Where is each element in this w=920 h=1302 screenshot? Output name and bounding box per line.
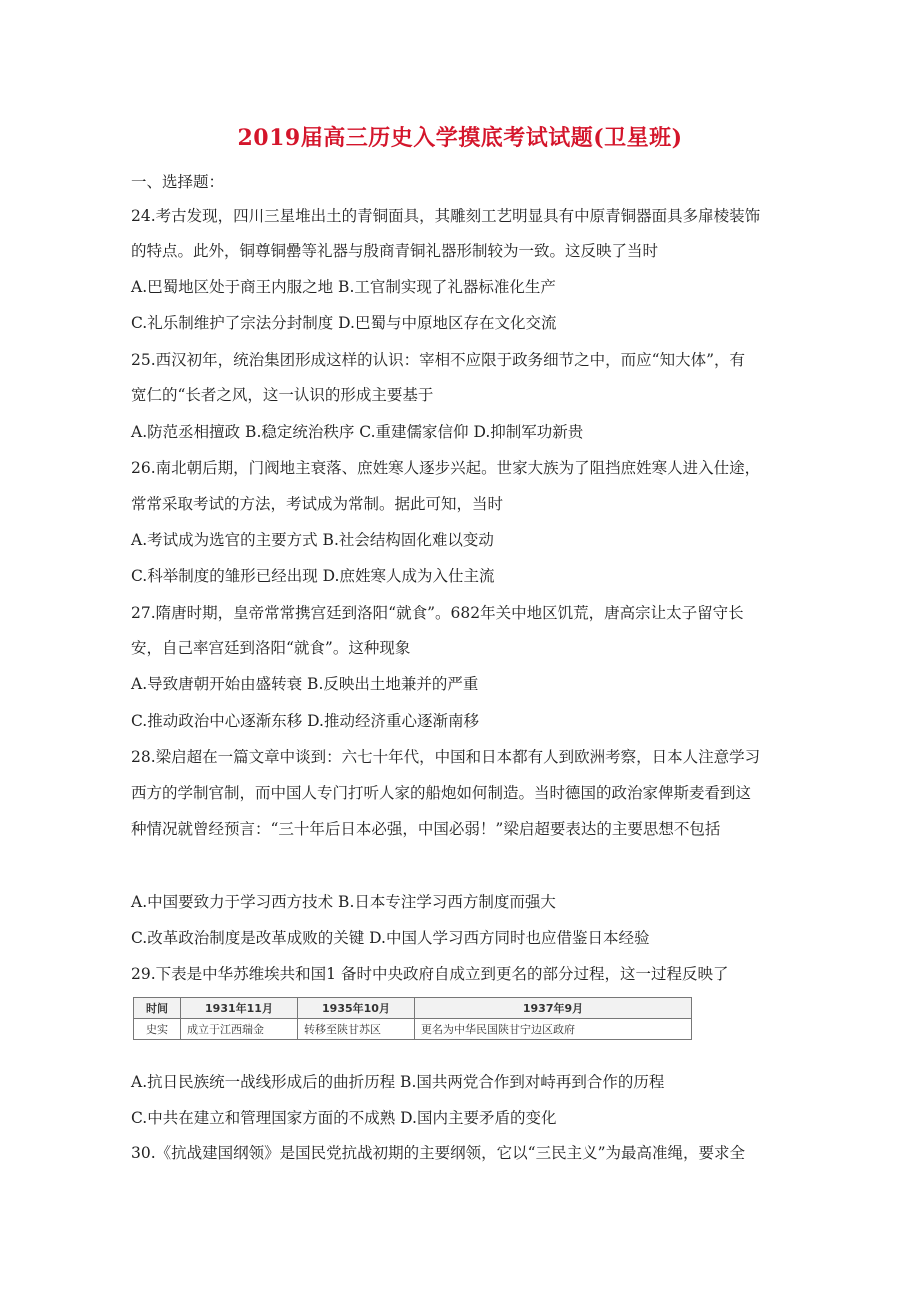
question-29-line-1: 29.下表是中华苏维埃共和国1 备时中央政府自成立到更名的部分过程，这一过程反映了 [131, 965, 729, 983]
table-cell: 转移至陕甘苏区 [298, 1019, 415, 1040]
table-row [134, 1019, 692, 1040]
question-28-line-3: 种情况就曾经预言：“三十年后日本必强，中国必弱！”梁启超要表达的主要思想不包括 [131, 820, 721, 838]
question-26-line-1: 26.南北朝后期，门阀地主衰落、庶姓寒人逐步兴起。世家大族为了阻挡庶姓寒人进入仕途， [131, 459, 761, 477]
history-table [133, 997, 692, 1040]
question-27-options-cd: C.推动政治中心逐渐东移 D.推动经济重心逐渐南移 [131, 712, 479, 730]
question-26-line-2: 常常采取考试的方法，考试成为常制。据此可知，当时 [131, 495, 504, 513]
question-28-line-2: 西方的学制官制，而中国人专门打听人家的船炮如何制造。当时德国的政治家俾斯麦看到这 [131, 784, 752, 802]
question-25-line-1: 25.西汉初年，统治集团形成这样的认识：宰相不应限于政务细节之中，而应“知大体”，有 [131, 351, 746, 369]
question-25-line-2: 宽仁的“长者之风，这一认识的形成主要基于 [131, 386, 434, 404]
table-header-cell: 1937年9月 [415, 998, 692, 1019]
table-header-cell: 1931年11月 [181, 998, 298, 1019]
question-24-line-2: 的特点。此外，铜尊铜罍等礼器与殷商青铜礼器形制较为一致。这反映了当时 [131, 242, 659, 260]
section-heading: 一、选择题： [131, 173, 225, 191]
table-header-cell: 时间 [134, 998, 181, 1019]
question-28-line-1: 28.梁启超在一篇文章中谈到：六七十年代，中国和日本都有人到欧洲考察，日本人注意学习 [131, 748, 761, 766]
question-27-line-1: 27.隋唐时期，皇帝常常携宫廷到洛阳“就食”。682年关中地区饥荒，唐高宗让太子留守长 [131, 604, 744, 622]
question-24-options-cd: C.礼乐制维护了宗法分封制度 D.巴蜀与中原地区存在文化交流 [131, 314, 557, 332]
question-29-options-cd: C.中共在建立和管理国家方面的不成熟 D.国内主要矛盾的变化 [131, 1109, 557, 1127]
table-cell: 更名为中华民国陕甘宁边区政府 [415, 1019, 692, 1040]
question-29-options-ab: A.抗日民族统一战线形成后的曲折历程 B.国共两党合作到对峙再到合作的历程 [131, 1073, 665, 1091]
question-26-options-cd: C.科举制度的雏形已经出现 D.庶姓寒人成为入仕主流 [131, 567, 495, 585]
table-header-row [134, 998, 692, 1019]
question-24-line-1: 24.考古发现，四川三星堆出土的青铜面具，其雕刻工艺明显具有中原青铜器面具多扉棱装饰 [131, 207, 761, 225]
question-28-options-ab: A.中国要致力于学习西方技术 B.日本专注学习西方制度而强大 [131, 893, 556, 911]
page-title: 2019届高三历史入学摸底考试试题(卫星班) [237, 125, 683, 151]
table-cell: 史实 [134, 1019, 181, 1040]
question-30-line-1: 30.《抗战建国纲领》是国民党抗战初期的主要纲领，它以“三民主义”为最高准绳，要求全 [131, 1144, 746, 1162]
question-27-options-ab: A.导致唐朝开始由盛转衰 B.反映出土地兼并的严重 [131, 675, 479, 693]
table-cell: 成立于江西瑞金 [181, 1019, 298, 1040]
table-header-cell: 1935年10月 [298, 998, 415, 1019]
question-26-options-ab: A.考试成为选官的主要方式 B.社会结构固化难以变动 [131, 531, 494, 549]
question-25-options: A.防范丞相擅政 B.稳定统治秩序 C.重建儒家信仰 D.抑制军功新贵 [131, 423, 584, 441]
question-28-options-cd: C.改革政治制度是改革成败的关键 D.中国人学习西方同时也应借鉴日本经验 [131, 929, 650, 947]
question-24-options-ab: A.巴蜀地区处于商王内服之地 B.工官制实现了礼器标准化生产 [131, 278, 556, 296]
question-27-line-2: 安，自己率宫廷到洛阳“就食”。这种现象 [131, 639, 411, 657]
